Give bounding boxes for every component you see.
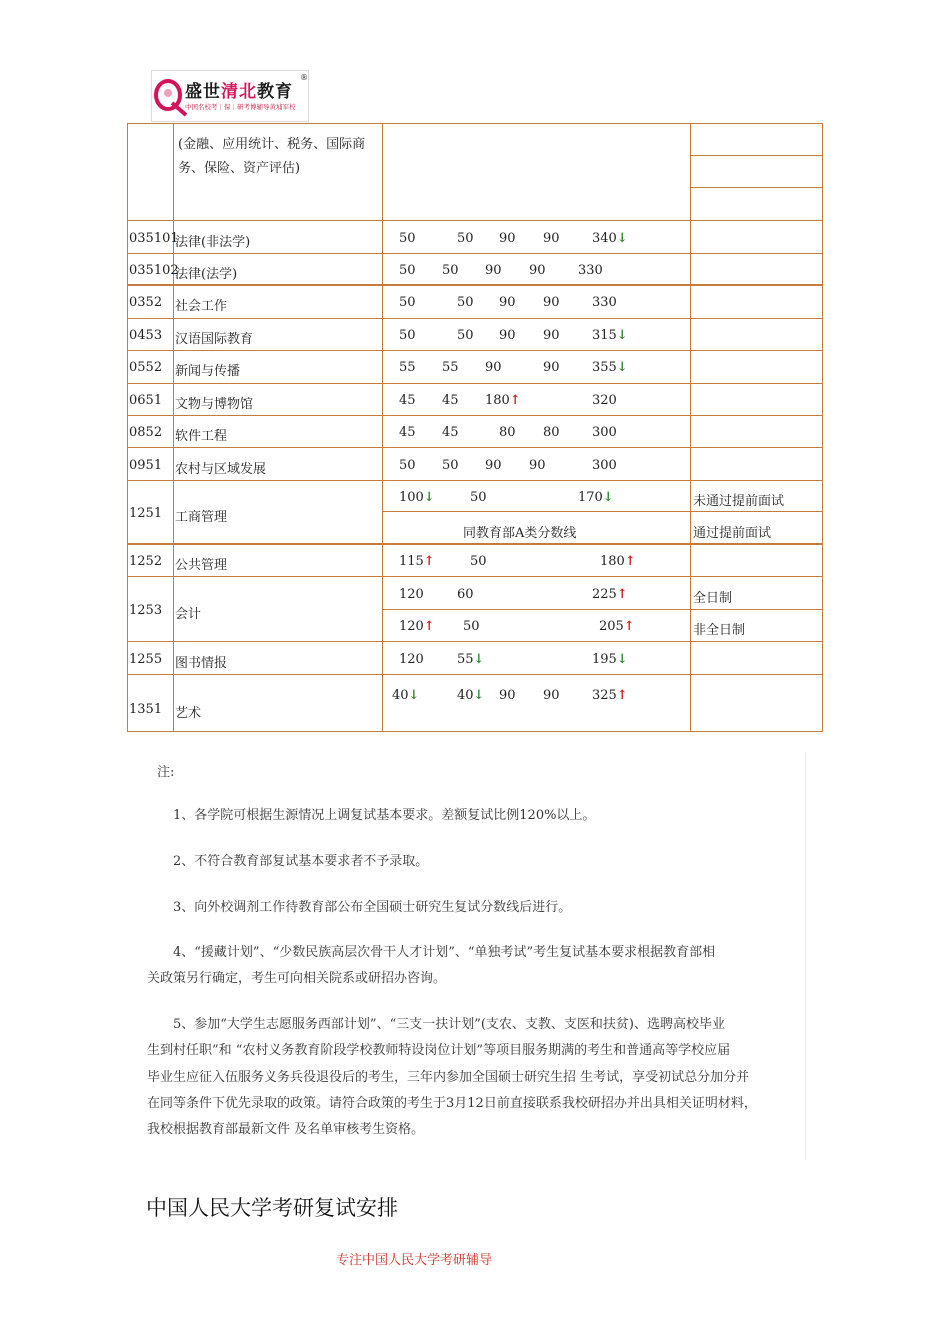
score: 55	[399, 360, 416, 375]
arrow-down-icon: ↓	[408, 688, 420, 703]
note-4-line2: 关政策另行确定，考生可向相关院系或研招办咨询。	[147, 971, 447, 986]
note-1: 1、各学院可根据生源情况上调复试基本要求。差额复试比例120%以上。	[173, 808, 596, 823]
row-1253-note-2: 非全日制	[693, 623, 746, 638]
total-score: 300	[592, 425, 617, 440]
score: 50	[457, 328, 474, 343]
row-035101-name: 法律(非法学)	[175, 235, 251, 250]
row-1251-code: 1251	[129, 506, 163, 521]
score: 45	[442, 425, 459, 440]
score: 45	[399, 393, 416, 408]
arrow-up-icon: ↑	[616, 688, 628, 703]
note-5-line4: 在同等条件下优先录取的政策。请符合政策的考生于3月12日前直接联系我校研招办并出具相关证明材料，	[147, 1096, 757, 1111]
score-table	[127, 123, 823, 732]
row-1253-code: 1253	[129, 603, 163, 618]
note-4-line1: 4、“援藏计划”、“少数民族高层次骨干人才计划”、“单独考试”考生复试基本要求根据教育部相	[173, 945, 716, 960]
score: 55	[442, 360, 459, 375]
row-0852-code: 0852	[129, 425, 163, 440]
total-score: 315↓	[592, 328, 628, 343]
row-035101-code: 035101	[129, 231, 179, 246]
score: 180↑	[485, 393, 521, 408]
total-score: 330	[578, 263, 603, 278]
section-heading: 中国人民大学考研复试安排	[146, 1196, 398, 1220]
arrow-up-icon: ↑	[423, 554, 435, 569]
total-score: 225↑	[592, 587, 628, 602]
row-1351-code: 1351	[129, 702, 163, 717]
note-5-line5: 我校根据教育部最新文件 及名单审核考生资格。	[147, 1122, 425, 1137]
row-035102-code: 035102	[129, 263, 179, 278]
row-0352-name: 社会工作	[175, 299, 228, 314]
score: 50	[457, 295, 474, 310]
score: 45	[399, 425, 416, 440]
row-1252-code: 1252	[129, 554, 163, 569]
score: 50	[470, 554, 487, 569]
row-0951-code: 0951	[129, 458, 163, 473]
score: 90	[485, 360, 502, 375]
total-score: 180↑	[600, 554, 636, 569]
score: 90	[529, 458, 546, 473]
logo-q-icon	[152, 73, 188, 117]
row-1251-line2-text: 同教育部A类分数线	[463, 526, 577, 541]
score: 120	[399, 587, 424, 602]
score: 90	[499, 295, 516, 310]
score: 90	[543, 328, 560, 343]
score: 50	[399, 328, 416, 343]
score: 90	[499, 231, 516, 246]
row-0951-name: 农村与区域发展	[175, 462, 267, 477]
row-1351-name: 艺术	[175, 706, 202, 721]
score: 50	[399, 458, 416, 473]
total-score: 325↑	[592, 688, 628, 703]
arrow-down-icon: ↓	[423, 490, 435, 505]
row-0651-name: 文物与博物馆	[175, 397, 254, 412]
row-1251-name: 工商管理	[175, 510, 228, 525]
arrow-down-icon: ↓	[473, 688, 485, 703]
row-035102-name: 法律(法学)	[175, 267, 238, 282]
score: 90	[543, 295, 560, 310]
score: 50	[399, 231, 416, 246]
row-1255-name: 图书情报	[175, 656, 228, 671]
logo-title: 盛世清北教育	[185, 82, 293, 102]
logo-tagline: 中国名校考｜保｜研考博辅导黄埔军校	[185, 103, 296, 111]
score: 50	[463, 619, 480, 634]
notes-label: 注:	[157, 765, 175, 780]
score: 90	[543, 231, 560, 246]
brand-logo	[151, 70, 309, 122]
registered-mark: ®	[300, 73, 308, 82]
score: 90	[543, 360, 560, 375]
row-1253-name: 会计	[175, 607, 202, 622]
score: 50	[442, 458, 459, 473]
total-score: 205↑	[599, 619, 635, 634]
score: 80	[499, 425, 516, 440]
score: 90	[485, 458, 502, 473]
score: 50	[399, 295, 416, 310]
score: 45	[442, 393, 459, 408]
total-score: 340↓	[592, 231, 628, 246]
score: 50	[442, 263, 459, 278]
total-score: 170↓	[578, 490, 614, 505]
total-score: 320	[592, 393, 617, 408]
arrow-down-icon: ↓	[616, 231, 628, 246]
total-score: 300	[592, 458, 617, 473]
total-score: 330	[592, 295, 617, 310]
row-0453-code: 0453	[129, 328, 163, 343]
score: 90	[485, 263, 502, 278]
row-0352-code: 0352	[129, 295, 163, 310]
arrow-up-icon: ↑	[623, 619, 635, 634]
row-top-name-line1: (金融、应用统计、税务、国际商	[178, 137, 366, 152]
arrow-down-icon: ↓	[602, 490, 614, 505]
total-score: 355↓	[592, 360, 628, 375]
arrow-up-icon: ↑	[423, 619, 435, 634]
score: 55↓	[457, 652, 485, 667]
arrow-down-icon: ↓	[616, 328, 628, 343]
footer-text: 专注中国人民大学考研辅导	[336, 1253, 493, 1268]
score: 50	[399, 263, 416, 278]
score: 40↓	[392, 688, 420, 703]
note-5-line1: 5、参加“大学生志愿服务西部计划”、“三支一扶计划”(支农、支教、支医和扶贫)、选聘高校毕业	[173, 1017, 725, 1032]
score: 50	[457, 231, 474, 246]
arrow-down-icon: ↓	[616, 652, 628, 667]
row-0453-name: 汉语国际教育	[175, 332, 254, 347]
row-1252-name: 公共管理	[175, 558, 228, 573]
score: 50	[470, 490, 487, 505]
score: 120↑	[399, 619, 435, 634]
score: 90	[499, 688, 516, 703]
row-0552-name: 新闻与传播	[175, 364, 241, 379]
score: 90	[529, 263, 546, 278]
arrow-up-icon: ↑	[509, 393, 521, 408]
score: 100↓	[399, 490, 435, 505]
note-2: 2、不符合教育部复试基本要求者不予录取。	[173, 854, 429, 869]
row-1255-code: 1255	[129, 652, 163, 667]
note-5-line3: 毕业生应征入伍服务义务兵役退役后的考生，三年内参加全国硕士研究生招 生考试，享受初试总分加分并	[147, 1070, 750, 1085]
arrow-down-icon: ↓	[616, 360, 628, 375]
row-0552-code: 0552	[129, 360, 163, 375]
score: 90	[499, 328, 516, 343]
row-1251-note-1: 未通过提前面试	[693, 494, 785, 509]
total-score: 195↓	[592, 652, 628, 667]
score: 60	[457, 587, 474, 602]
score: 80	[543, 425, 560, 440]
row-top-name-line2: 务、保险、资产评估)	[178, 161, 301, 176]
row-0852-name: 软件工程	[175, 429, 228, 444]
arrow-up-icon: ↑	[616, 587, 628, 602]
arrow-up-icon: ↑	[624, 554, 636, 569]
row-1253-note-1: 全日制	[693, 591, 733, 606]
score: 40↓	[457, 688, 485, 703]
score: 115↑	[399, 554, 435, 569]
arrow-down-icon: ↓	[473, 652, 485, 667]
note-3: 3、向外校调剂工作待教育部公布全国硕士研究生复试分数线后进行。	[173, 900, 572, 915]
row-0651-code: 0651	[129, 393, 163, 408]
score: 90	[543, 688, 560, 703]
note-5-line2: 生到村任职”和 “农村义务教育阶段学校教师特设岗位计划”等项目服务期满的考生和普通高等学校应届	[147, 1043, 731, 1058]
row-1251-note-2: 通过提前面试	[693, 526, 772, 541]
score: 120	[399, 652, 424, 667]
